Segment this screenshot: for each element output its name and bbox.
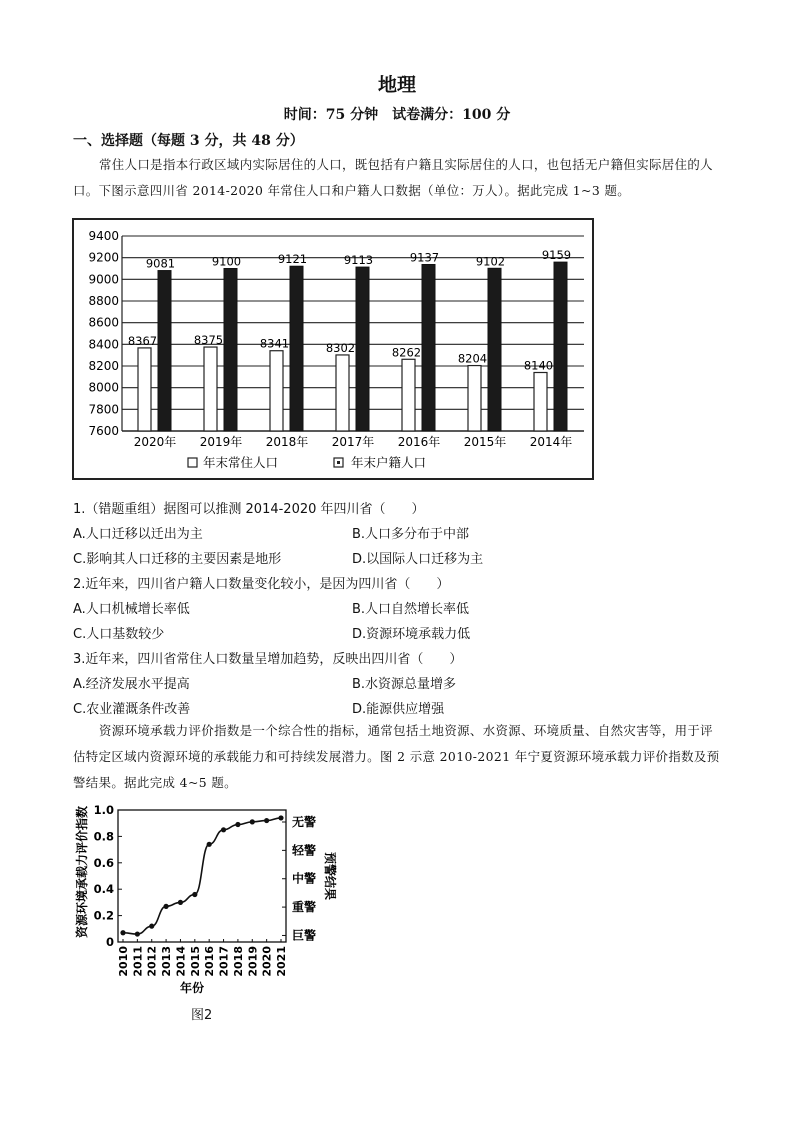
bar-registered — [356, 267, 369, 431]
data-label-registered: 9102 — [475, 254, 506, 269]
q2-option-c[interactable]: C.人口基数较少 — [73, 627, 165, 642]
data-point — [235, 822, 240, 827]
y-tick-label: 7600 — [88, 424, 119, 438]
y-tick-label: 0.2 — [93, 908, 114, 923]
bar-resident — [534, 373, 547, 432]
q1-option-b[interactable]: B.人口多分布于中部 — [352, 527, 470, 542]
y-tick-label: 0.8 — [93, 829, 114, 844]
q3-option-a[interactable]: A.经济发展水平提高 — [73, 677, 190, 692]
data-point — [264, 818, 269, 823]
data-point — [135, 931, 140, 936]
q2-option-d[interactable]: D.资源环境承载力低 — [352, 627, 471, 642]
carrying-capacity-line-chart — [72, 800, 352, 1000]
x-tick-label: 2021 — [275, 946, 288, 977]
x-tick-label: 2011 — [131, 946, 145, 977]
bar-registered — [224, 269, 237, 432]
data-label-resident: 8302 — [325, 340, 356, 355]
y-axis-title: 资源环境承载力评价指数 — [75, 805, 89, 938]
data-label-registered: 9113 — [343, 253, 374, 268]
question-2-stem: 2.近年来，四川省户籍人口数量变化较小，是因为四川省（ ） — [73, 577, 450, 592]
q2-option-b[interactable]: B.人口自然增长率低 — [352, 602, 470, 617]
q3-option-d[interactable]: D.能源供应增强 — [352, 702, 445, 717]
x-tick-label: 2014年 — [529, 435, 573, 449]
x-tick-label: 2015年 — [463, 435, 507, 449]
intro-paragraph-1: 常住人口是指本行政区域内实际居住的人口，既包括有户籍且实际居住的人口，也包括无户籍但实际居住的人口。下图示意四川省 2014-2020 年常住人口和户籍人口数据（单位：万人）。据此完成 1~3 题。 — [73, 157, 713, 198]
y2-tick-label: 巨警 — [292, 928, 317, 943]
data-label-registered: 9100 — [211, 254, 242, 269]
page-title: 地理 — [377, 74, 416, 96]
plot-frame — [118, 810, 286, 942]
q2-option-a[interactable]: A.人口机械增长率低 — [73, 602, 190, 617]
data-point — [178, 900, 183, 905]
y-tick-label: 1.0 — [93, 803, 114, 817]
population-bar-chart — [72, 218, 594, 480]
bar-resident — [336, 355, 349, 431]
y-tick-label: 0.4 — [93, 882, 114, 897]
q3-option-b[interactable]: B.水资源总量增多 — [352, 677, 457, 692]
data-label-registered: 9081 — [145, 256, 176, 271]
x-tick-label: 2012 — [145, 946, 159, 977]
x-tick-label: 2020年 — [133, 435, 177, 449]
y2-tick-label: 轻警 — [292, 843, 317, 858]
data-label-registered: 9159 — [541, 248, 572, 263]
q1-option-a[interactable]: A.人口迁移以迁出为主 — [73, 527, 203, 542]
legend-label-registered: 年末户籍人口 — [351, 455, 427, 470]
data-point — [163, 904, 168, 909]
x-tick-label: 2016年 — [397, 435, 441, 449]
x-tick-label: 2016 — [203, 946, 217, 977]
x-tick-label: 2018年 — [265, 435, 309, 449]
data-point — [278, 815, 283, 820]
x-tick-label: 2020 — [260, 946, 274, 977]
bar-resident — [204, 347, 217, 431]
y-tick-label: 8200 — [88, 359, 119, 373]
bar-registered — [422, 264, 435, 431]
y-tick-label: 8000 — [88, 380, 119, 395]
data-point — [221, 827, 226, 832]
question-1-stem: 1.（错题重组）据图可以推测 2014-2020 年四川省（ ） — [73, 502, 425, 517]
y-tick-label: 8600 — [88, 315, 119, 330]
legend-label-resident: 年末常住人口 — [203, 455, 279, 470]
data-point — [149, 924, 154, 929]
bar-resident — [468, 366, 481, 431]
x-tick-label: 2019年 — [199, 435, 243, 449]
index-series-line — [123, 818, 281, 934]
x-tick-label: 2014 — [174, 946, 188, 977]
x-tick-label: 2019 — [246, 946, 260, 977]
x-tick-label: 2015 — [188, 946, 202, 977]
x-tick-label: 2013 — [160, 946, 174, 977]
x-axis-title: 年份 — [179, 981, 205, 995]
figure-2-caption: 图2 — [191, 1008, 213, 1023]
data-label-resident: 8375 — [193, 333, 224, 348]
y-tick-label: 7800 — [88, 402, 119, 417]
bar-registered — [554, 262, 567, 431]
y-tick-label: 9200 — [88, 250, 119, 265]
bar-registered — [488, 268, 501, 431]
y-tick-label: 9000 — [88, 272, 119, 287]
data-label-resident: 8204 — [457, 351, 488, 366]
y2-tick-label: 中警 — [292, 871, 317, 886]
y2-axis-title: 预警结果 — [323, 852, 337, 901]
x-tick-label: 2017年 — [331, 435, 375, 449]
q3-option-c[interactable]: C.农业灌溉条件改善 — [73, 702, 191, 717]
intro-paragraph-2: 资源环境承载力评价指数是一个综合性的指标，通常包括土地资源、水资源、环境质量、自然灾害等，用于评估特定区域内资源环境的承载能力和可持续发展潜力。图 2 示意 2010-2021 年宁夏资源环境承载力评价指数及预警结果。据此完成 4~5 题。 — [73, 723, 720, 790]
section-title: 一、选择题（每题 3 分，共 48 分） — [73, 133, 304, 149]
bar-resident — [402, 359, 415, 431]
y2-tick-label: 重警 — [292, 900, 317, 915]
data-label-registered: 9121 — [277, 252, 308, 267]
legend-swatch-resident — [188, 458, 197, 467]
q1-option-c[interactable]: C.影响其人口迁移的主要因素是地形 — [73, 552, 282, 567]
data-point — [192, 892, 197, 897]
bar-resident — [138, 348, 151, 431]
data-point — [120, 930, 125, 935]
data-label-resident: 8262 — [391, 345, 422, 360]
data-point — [207, 842, 212, 847]
x-tick-label: 2010 — [117, 946, 130, 977]
data-label-registered: 9137 — [409, 250, 440, 265]
y-tick-label: 8400 — [88, 337, 119, 352]
legend-swatch-dot — [337, 461, 340, 464]
bar-registered — [290, 266, 303, 431]
y-tick-label: 0.6 — [93, 855, 114, 870]
y-tick-label: 0 — [105, 935, 114, 949]
data-label-resident: 8341 — [259, 336, 290, 351]
x-tick-label: 2018 — [231, 946, 245, 977]
y-tick-label: 9400 — [88, 229, 119, 243]
x-tick-label: 2017 — [217, 946, 231, 977]
data-label-resident: 8367 — [127, 333, 158, 348]
data-point — [250, 819, 255, 824]
bar-registered — [158, 271, 171, 431]
y2-tick-label: 无警 — [292, 815, 317, 829]
exam-info: 时间：75 分钟 试卷满分：100 分 — [283, 107, 511, 123]
question-3-stem: 3.近年来，四川省常住人口数量呈增加趋势，反映出四川省（ ） — [73, 652, 463, 667]
data-label-resident: 8140 — [523, 358, 554, 373]
q1-option-d[interactable]: D.以国际人口迁移为主 — [352, 552, 484, 567]
y-tick-label: 8800 — [88, 294, 119, 308]
bar-resident — [270, 351, 283, 431]
